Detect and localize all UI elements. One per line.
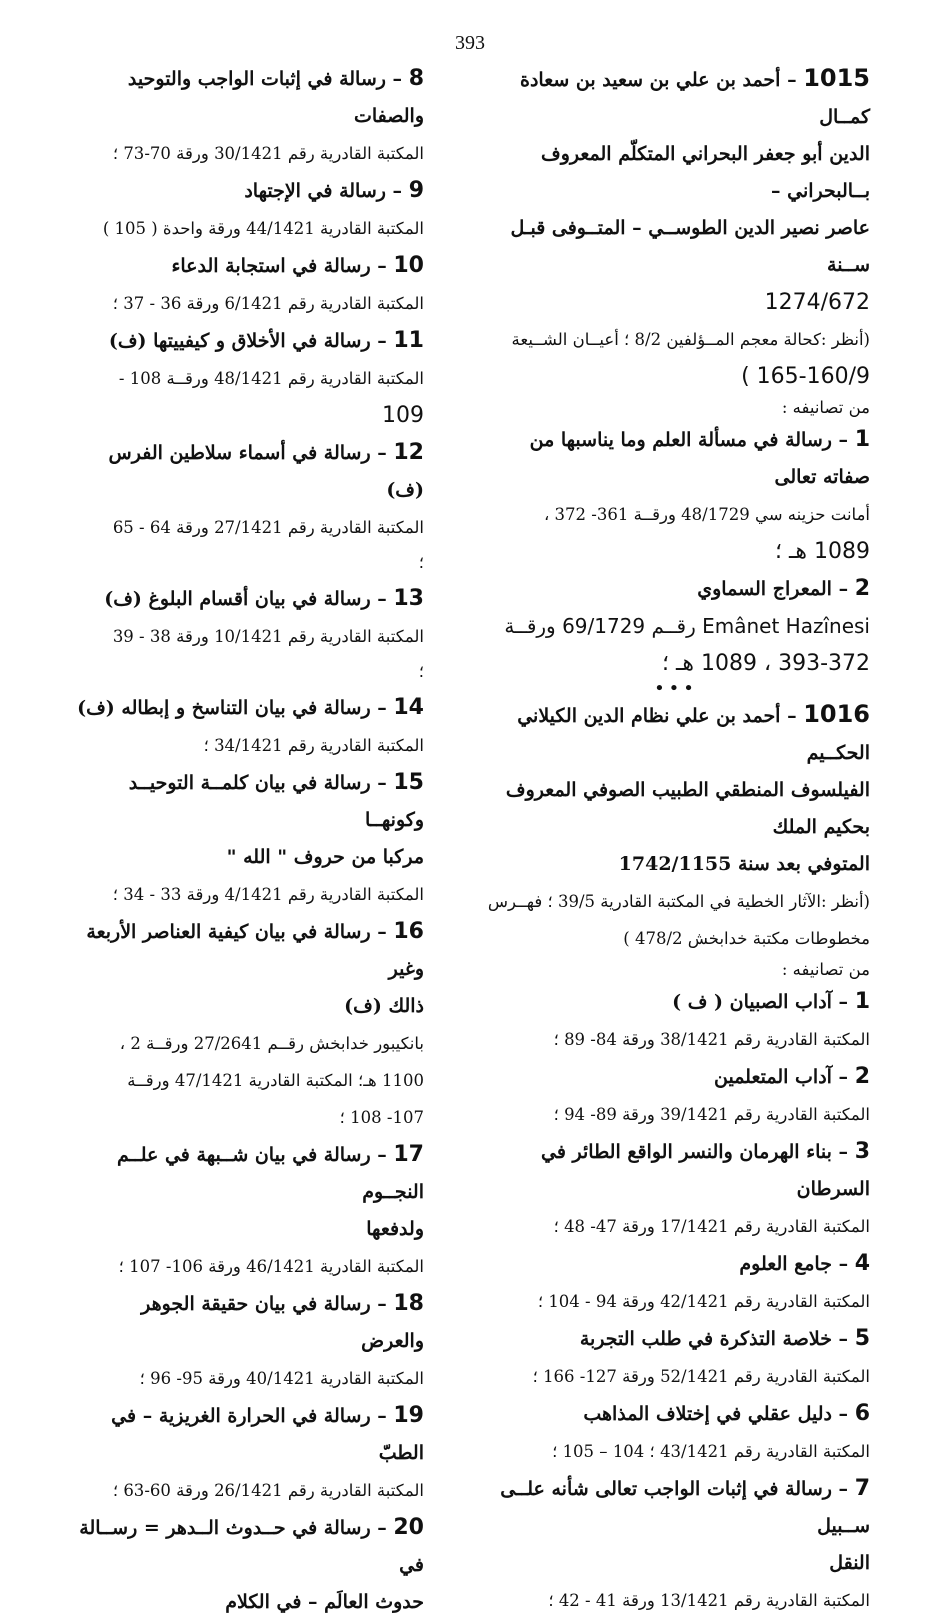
work-ref: المكتبة القادرية رقم 48/1421 ورقــة 108 - [118,369,424,388]
work-title-text: – رسالة في إثبات الواجب والتوحيد والصفات [127,68,424,127]
work-number: 15 [393,770,424,795]
work-title-line: النقل [829,1552,870,1574]
work-title [72,247,424,285]
work-number: 17 [393,1142,424,1167]
work-title-text: – رسالة في بيان شــبهة في علــم النجــوم [116,1144,424,1203]
work-title [482,1245,870,1283]
work-title [72,913,424,988]
work-number: 9 [408,178,424,203]
work-title-text: – رسالة في بيان أقسام البلوغ (ف) [104,588,387,610]
work-title-text: – آداب الصبيان ( ف ) [672,991,849,1013]
entry-reference: 165-160/9 ) [741,364,870,389]
entry-separator: ••• [654,678,698,699]
work-ref: المكتبة القادرية 46/1421 ورقة 106- 107 ؛ [118,1257,424,1276]
work-title-text: – رسالة في بيان كلمــة التوحيــد وكونهــا [128,772,424,831]
entry-reference: (أنظر :الآثار الخطية في المكتبة القادرية 39/5 ؛ فهــرس [487,892,870,911]
entry-heading-text: – أحمد بن علي نظام الدين الكيلاني الحكــيم [517,705,870,764]
work-title [72,1136,424,1211]
work-ref: 1089 هـ ؛ [774,539,870,564]
work-ref: المكتبة القادرية رقم 13/1421 ورقة 41 - 42 ؛ [548,1591,870,1610]
work-ref: المكتبة القادرية رقم 52/1421 ورقة 127- 166 ؛ [532,1367,870,1386]
work-title-text: – خلاصة التذكرة في طلب التجربة [579,1328,849,1350]
work-title [72,689,424,727]
work-title-text: – رسالة في إثبات الواجب تعالى شأنه علــى ســبيل [500,1478,870,1537]
work-title [482,1470,870,1545]
work-number: 16 [393,919,424,944]
work-title [72,1285,424,1360]
entry-reference: (أنظر :كحالة معجم المــؤلفين 8/2 ؛ أعيــان الشــيعة [511,330,870,349]
work-title-text: – رسالة في بيان كيفية العناصر الأربعة وغير [86,921,424,980]
work-title [72,434,424,509]
work-ref: المكتبة القادرية 44/1421 ورقة واحدة ( 105 ) [102,219,424,238]
work-ref: المكتبة القادرية رقم 27/1421 ورقة 64 - 65 [112,518,424,537]
work-title-line: ولدفعها [366,1218,424,1240]
work-title [72,1509,424,1584]
works-label: من تصانيفه : [781,398,870,417]
work-title-text: – رسالة في بيان حقيقة الجوهر والعرض [141,1293,424,1352]
work-title [482,1395,870,1433]
entry-heading [482,60,870,136]
work-title [72,322,424,360]
work-number: 7 [854,1476,870,1501]
work-number: 18 [393,1291,424,1316]
work-title-text: – دليل عقلي في إختلاف المذاهب [583,1403,849,1425]
entry-heading-line: الدين أبو جعفر البحراني المتكلّم المعروف بــالبحراني – [541,143,870,202]
work-title-line: حدوث العالَم – في الكلام [225,1591,424,1613]
entry-heading-line: المتوفي بعد سنة 1742/1155 [618,853,870,875]
work-title-text: – رسالة في استجابة الدعاء [171,255,387,277]
work-title [482,983,870,1021]
work-title-text: – بناء الهرمان والنسر الواقع الطائر في السرطان [541,1141,870,1200]
work-ref: المكتبة القادرية رقم 34/1421 ؛ [203,736,424,755]
work-number: 3 [854,1139,870,1164]
work-title [482,1133,870,1208]
entry-1016 [482,696,870,1619]
work-number: 2 [854,1064,870,1089]
work-number: 2 [854,576,870,601]
work-number: 13 [393,586,424,611]
entry-number: 1016 [803,700,870,728]
work-title [72,60,424,135]
work-ref: المكتبة القادرية رقم 38/1421 ورقة 84- 89 ؛ [553,1030,870,1049]
works-label: من تصانيفه : [781,960,870,979]
work-title-text: – آداب المتعلمين [714,1066,849,1088]
work-number: 14 [393,695,424,720]
work-title-text: – رسالة في الحرارة الغريزية – في الطبّ [111,1405,424,1464]
work-number: 11 [393,328,424,353]
work-title [482,421,870,496]
work-title-text: – رسالة في مسألة العلم وما يناسبها من صفاته تعالى [529,429,870,488]
work-ref: 1100 هـ؛ المكتبة القادرية 47/1421 ورقــة [127,1071,424,1090]
entry-reference: مخطوطات مكتبة خدابخش 478/2 ) [623,929,870,948]
entry-date: 1274/672 [764,290,870,315]
work-number: 19 [393,1403,424,1428]
work-title-text: – جامع العلوم [739,1253,849,1275]
work-ref: 107- 108 ؛ [339,1108,424,1127]
work-title [72,580,424,618]
work-title-text: – المعراج السماوي [697,578,849,600]
work-number: 20 [393,1515,424,1540]
work-ref: Emânet Hazînesi رقــم 69/1729 ورقــة [504,614,870,638]
work-number: 1 [854,427,870,452]
work-number: 5 [854,1326,870,1351]
work-title-line: ذالك (ف) [344,995,424,1017]
work-number: 4 [854,1251,870,1276]
work-ref: المكتبة القادرية رقم 26/1421 ورقة 60-63 ؛ [112,1481,424,1500]
work-title [482,570,870,608]
work-title-text: – رسالة في أسماء سلاطين الفرس (ف) [108,442,424,501]
work-ref: المكتبة القادرية رقم 4/1421 ورقة 33 - 34 ؛ [112,885,424,904]
work-ref: ؛ [418,553,424,572]
work-number: 10 [393,253,424,278]
entry-heading-line: عاصر نصير الدين الطوســي – المتــوفى قبـل ســنة [510,217,870,276]
work-title [72,172,424,210]
page-number: 393 [455,32,485,54]
entry-heading-line: الفيلسوف المنطقي الطبيب الصوفي المعروف بحكيم الملك [505,779,870,838]
entry-heading [482,696,870,772]
work-ref: بانكيبور خدابخش رقــم 27/2641 ورقــة 2 ، [119,1034,424,1053]
right-column [482,60,870,1619]
work-title [482,1320,870,1358]
work-title-text: – رسالة في حــدوث الــدهر = رســالة في [79,1517,424,1576]
work-ref: المكتبة القادرية رقم 39/1421 ورقة 89- 94 ؛ [553,1105,870,1124]
work-ref: 109 [382,403,424,428]
work-ref: ؛ [418,662,424,681]
entry-number: 1015 [803,64,870,92]
work-number: 6 [854,1401,870,1426]
work-title [72,764,424,839]
work-title [482,1058,870,1096]
work-ref: أمانت حزينه سي 48/1729 ورقــة 361- 372 ، [543,505,870,524]
work-number: 12 [393,440,424,465]
work-ref: المكتبة القادرية رقم 30/1421 ورقة 70-73 ؛ [112,144,424,163]
work-ref: المكتبة القادرية رقم 43/1421 ؛ 104 – 105 ؛ [552,1442,870,1461]
work-ref: 393-372 ، 1089 هـ ؛ [661,651,870,676]
work-title-text: – رسالة في الإجتهاد [244,180,403,202]
work-ref: المكتبة القادرية رقم 6/1421 ورقة 36 - 37 ؛ [112,294,424,313]
work-ref: المكتبة القادرية رقم 17/1421 ورقة 47- 48 ؛ [553,1217,870,1236]
work-title-text: – رسالة في بيان التناسخ و إبطاله (ف) [77,697,387,719]
entry-1015 [482,60,870,682]
work-title-text: – رسالة في الأخلاق و كيفييتها (ف) [108,330,387,352]
work-ref: المكتبة القادرية رقم 42/1421 ورقة 94 - 104 ؛ [537,1292,870,1311]
work-title [72,1397,424,1472]
work-title-line: مركبا من حروف " الله " [226,846,424,868]
work-ref: المكتبة القادرية رقم 10/1421 ورقة 38 - 39 [112,627,424,646]
work-ref: المكتبة القادرية 40/1421 ورقة 95- 96 ؛ [139,1369,424,1388]
work-number: 8 [408,66,424,91]
entry-heading-text: – أحمد بن علي بن سعيد بن سعادة كمــال [519,69,870,128]
work-number: 1 [854,989,870,1014]
left-column [72,60,424,1621]
